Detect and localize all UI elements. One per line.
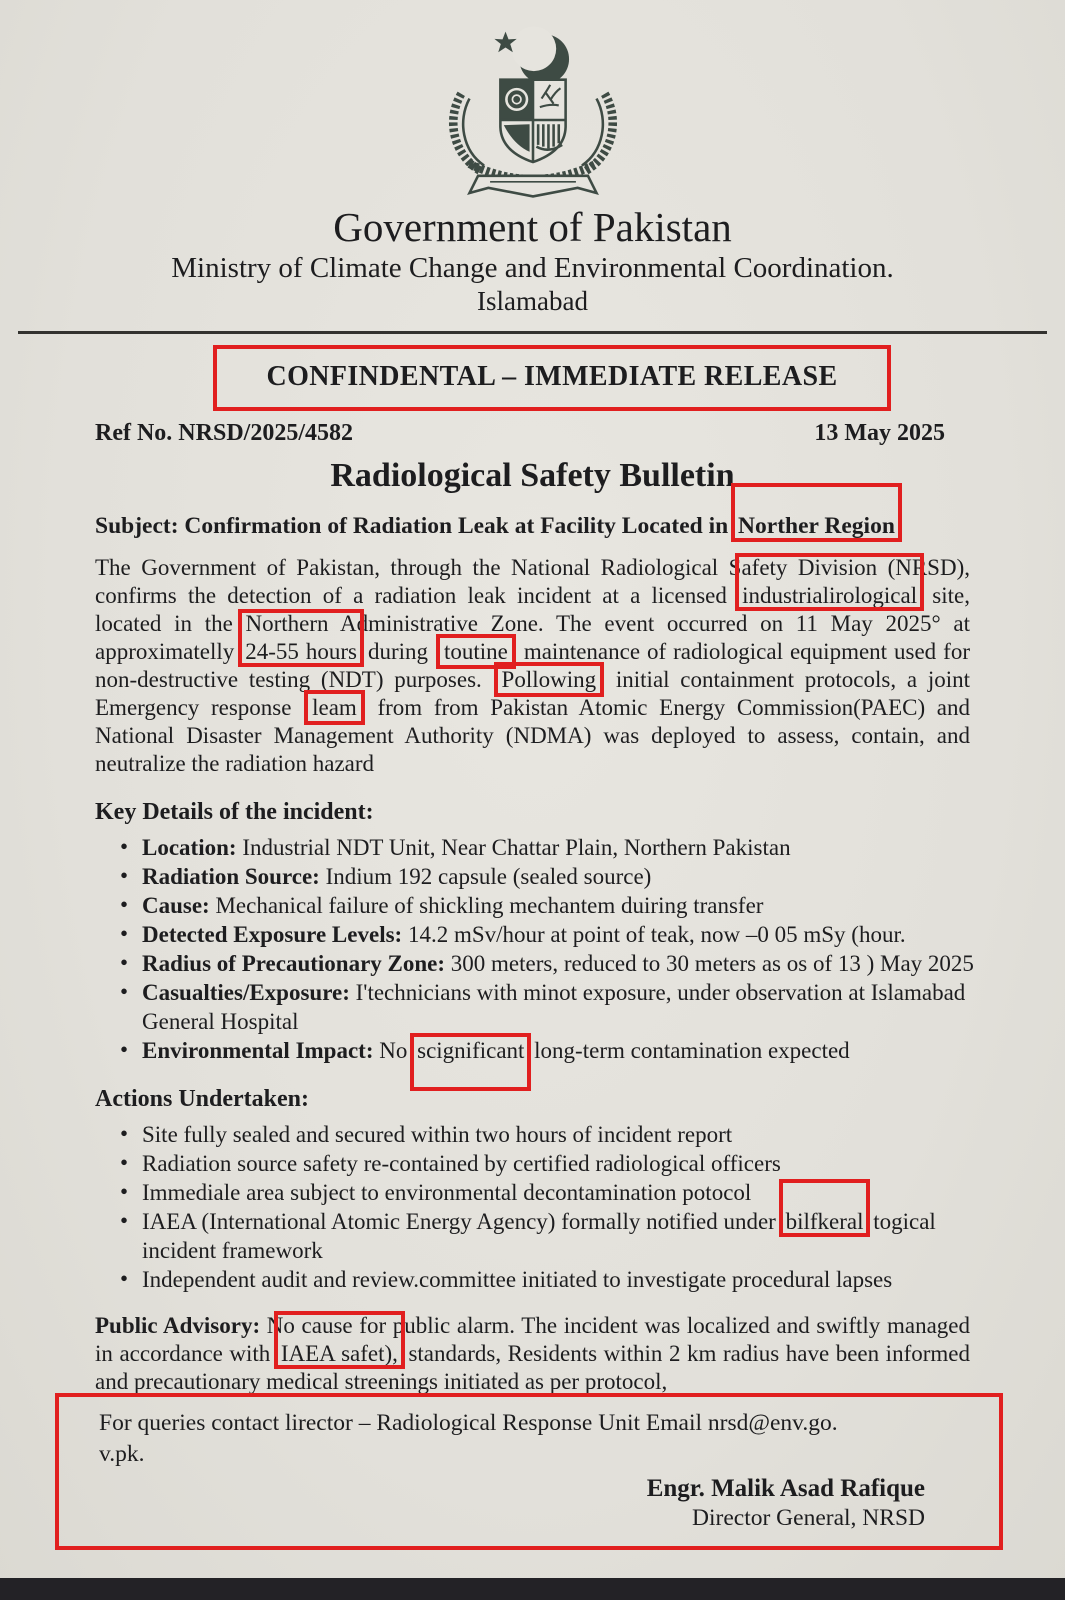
text-segment: Detected Exposure Levels: [142, 922, 403, 947]
text-segment: No [373, 1038, 414, 1063]
text-segment: Industrial NDT Unit, Near Chattar Plain, Northern Pakistan [236, 835, 791, 860]
ref-number: Ref No. NRSD/2025/4582 [95, 420, 353, 446]
text-segment: The Government of Pakistan, through the National Radiological Safety Division (NRSD), confirms the detection of a radiation leak incident at a licensed [95, 555, 970, 608]
text-segment: Indium 192 capsule (sealed source) [319, 864, 652, 889]
text-segment: Mechanical failure of shickling mechantem duiring transfer [209, 893, 764, 918]
flagged-text: scignificant [413, 1038, 528, 1063]
intro-paragraph [95, 554, 970, 778]
text-segment: Casualties/Exposure: [142, 980, 350, 1005]
letterhead [0, 13, 1065, 316]
flagged-text: Norther Region [734, 513, 899, 539]
text-segment: Site fully sealed and secured within two hours of incident report [142, 1122, 733, 1147]
text-segment: Radius of Precautionary Zone: [142, 951, 446, 976]
signature-block [99, 1473, 925, 1533]
list-item [118, 1120, 975, 1149]
text-segment: from from Pakistan Atomic Energy Commission(PAEC) and National Disaster Management Authority (NDMA) was deployed to assess, contain, and neutralize the radiation hazard [95, 695, 970, 776]
list-item [118, 1036, 975, 1065]
text-segment: Environmental Impact: [142, 1038, 374, 1063]
text-segment: standards, Residents within 2 km radius have been informed and precautionary medical streenings initiated as per protocol, [95, 1341, 970, 1394]
document-date: 13 May 2025 [814, 420, 945, 446]
bulletin-title: Radiological Safety Bulletin [330, 457, 735, 494]
text-segment: I'technicians with minot exposure, under observation at Islamabad General Hospital [142, 980, 966, 1034]
text-segment: maintenance of radiological equipment used for non-destructive testing (NDT) purposes. [95, 639, 970, 692]
text-segment: Location: [142, 835, 237, 860]
list-item [118, 1265, 975, 1294]
actions-heading: Actions Undertaken: [95, 1086, 309, 1112]
classification-box [213, 345, 891, 411]
reference-row [95, 420, 945, 447]
text-segment: No cause for public alarm. The incident was localized and swiftly managed in accordance with [95, 1313, 970, 1366]
classification-text: CONFINDENTAL – IMMEDIATE RELEASE [266, 361, 838, 392]
flagged-text: IAEA safet), [277, 1341, 402, 1366]
ministry-line: Ministry of Climate Change and Environmental Coordination. [171, 252, 894, 284]
text-segment: togical incident framework [142, 1209, 936, 1263]
flagged-text: bilfkeral [782, 1209, 868, 1234]
actions-list [118, 1120, 975, 1294]
list-item [118, 949, 975, 978]
signature-title: Director General, NRSD [692, 1505, 925, 1531]
list-item [118, 1207, 975, 1265]
text-segment: Subject: Confirmation of Radiation Leak at Facility Located in [95, 513, 735, 539]
text-segment: initial containment protocols, a joint Emergency response [95, 667, 970, 720]
text-segment: site, located in the Northern Administrative Zone. The event occurred on 11 May 2025° at approximatelly [95, 583, 970, 664]
pakistan-state-emblem-icon [430, 13, 636, 203]
contact-footer-box [55, 1393, 1003, 1550]
flagged-text: toutine [436, 634, 516, 669]
list-item [118, 1178, 975, 1207]
subject-line [95, 511, 975, 541]
text-segment: Independent audit and review.committee initiated to investigate procedural lapses [142, 1267, 893, 1292]
public-advisory-paragraph [95, 1312, 970, 1396]
flagged-text: Pollowing [494, 662, 605, 697]
contact-line: For queries contact lirector – Radiological Response Unit Email nrsd@env.go. [99, 1410, 838, 1436]
signature-name: Engr. Malik Asad Rafique [646, 1475, 925, 1502]
text-segment: 14.2 mSv/hour at point of teak, now –0 05 mSy (hour. [402, 922, 906, 947]
list-item [118, 978, 975, 1036]
flagged-text: leam [304, 690, 365, 725]
text-segment: Cause: [142, 893, 210, 918]
list-item [118, 862, 975, 891]
divider-line [18, 331, 1047, 334]
text-segment: 300 meters, reduced to 30 meters as os of 13 ) May 2025 [445, 951, 974, 976]
list-item [118, 891, 975, 920]
text-segment: Radiation Source: [142, 864, 320, 889]
list-item [118, 920, 975, 949]
text-segment: Immediale area subject to environmental decontamination potocol [142, 1180, 752, 1205]
key-details-list [118, 833, 975, 1065]
contact-line-2: v.pk. [99, 1441, 145, 1467]
government-title: Government of Pakistan [333, 204, 732, 250]
text-segment: long-term contamination expected [528, 1038, 850, 1063]
flagged-text: 24-55 hours [241, 639, 361, 664]
text-segment: IAEA (International Atomic Energy Agency) formally notified under [142, 1209, 782, 1234]
list-item [118, 1149, 975, 1178]
text-segment: Radiation source safety re-contained by certified radiological officers [142, 1151, 781, 1176]
bottom-scan-edge [0, 1578, 1065, 1600]
text-segment: Public Advisory: [95, 1313, 261, 1338]
city-line: Islamabad [477, 286, 588, 316]
list-item [118, 833, 975, 862]
flagged-text: industrialirological [738, 583, 921, 608]
text-segment: during [360, 639, 435, 664]
key-details-heading: Key Details of the incident: [95, 799, 374, 825]
